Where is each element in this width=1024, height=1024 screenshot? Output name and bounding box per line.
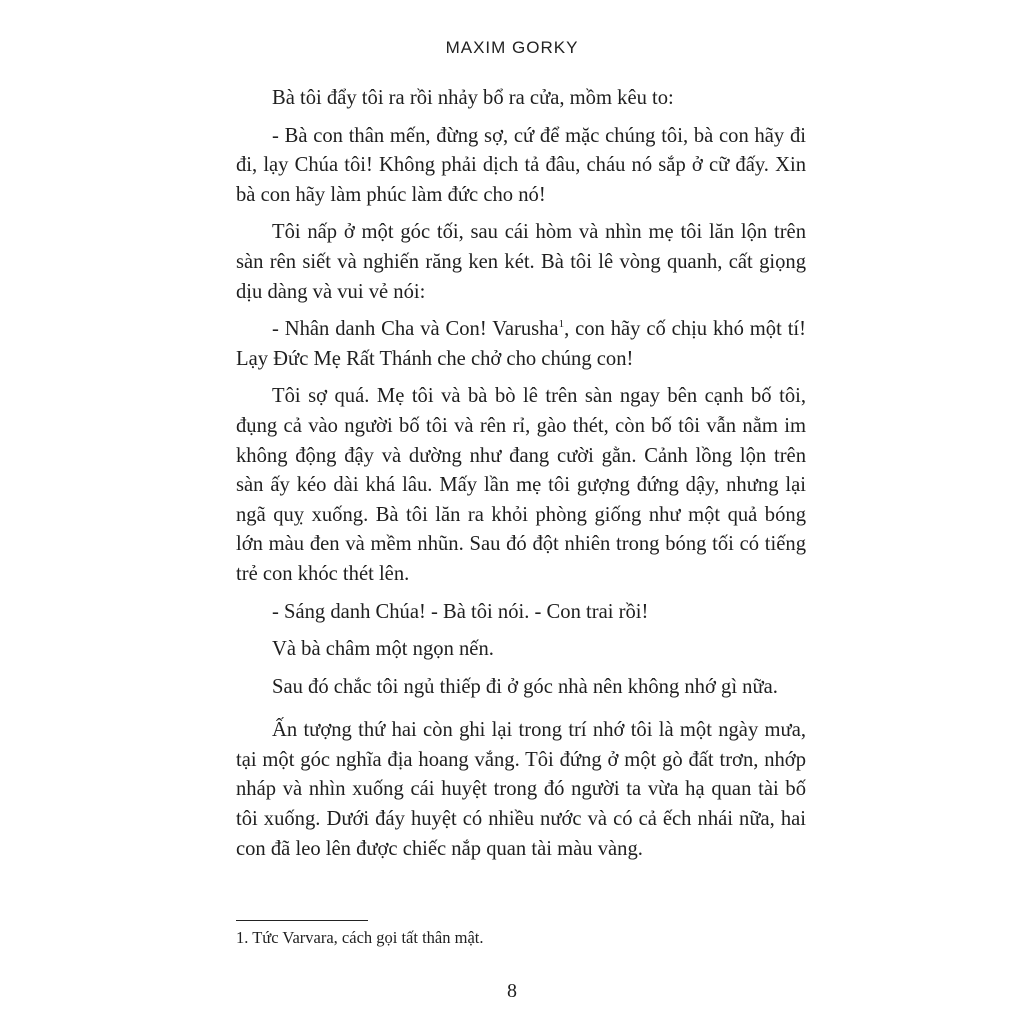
- paragraph: Bà tôi đẩy tôi ra rồi nhảy bổ ra cửa, mồm kêu to:: [272, 87, 674, 109]
- paragraph-text: - Nhân danh Cha và Con! Varusha: [272, 318, 559, 341]
- footnote-divider: [236, 920, 368, 921]
- paragraph: Và bà châm một ngọn nến.: [272, 638, 494, 661]
- paragraph: - Bà con thân mến, đừng sợ, cứ để mặc chúng tôi, bà con hãy đi đi, lạy Chúa tôi! Không phải dịch tả đâu, cháu nó sắp ở cữ đấy. Xin bà con hãy làm phúc làm đức cho nó!: [236, 124, 806, 206]
- paragraph: Ấn tượng thứ hai còn ghi lại trong trí nhớ tôi là một ngày mưa, tại một góc nghĩa địa hoang vắng. Tôi đứng ở một gò đất trơn, nhớp nháp và nhìn xuống cái huyệt trong đó người ta vừa hạ quan tài bố tôi xuống. Dưới đáy huyệt có nhiều nước và có cả ếch nhái nữa, hai con đã leo lên được chiếc nắp quan tài màu vàng.: [236, 719, 806, 860]
- paragraph: Tôi nấp ở một góc tối, sau cái hòm và nhìn mẹ tôi lăn lộn trên sàn rên siết và nghiến răng ken két. Bà tôi lê vòng quanh, cất giọng dịu dàng và vui vẻ nói:: [236, 221, 806, 303]
- footnote: 1. Tức Varvara, cách gọi tất thân mật.: [236, 928, 484, 947]
- footnote-reference: 1: [558, 318, 565, 331]
- paragraph: Sau đó chắc tôi ngủ thiếp đi ở góc nhà nên không nhớ gì nữa.: [272, 675, 778, 698]
- page-number: 8: [507, 980, 517, 1002]
- paragraph-text: , con hãy cố chịu khó một tí! Lạy Đức Mẹ Rất Thánh che chở cho chúng con!: [236, 318, 806, 370]
- paragraph: Tôi sợ quá. Mẹ tôi và bà bò lê trên sàn ngay bên cạnh bố tôi, đụng cả vào người bố tôi và rên rỉ, gào thét, còn bố tôi vẫn nằm im không động đậy và dường như đang cười gằn. Cảnh lồng lộn trên sàn ấy kéo dài khá lâu. Mấy lần mẹ tôi gượng đứng dậy, nhưng lại ngã quỵ xuống. Bà tôi lăn ra khỏi phòng giống như một quả bóng lớn màu đen và mềm nhũn. Sau đó đột nhiên trong bóng tối có tiếng trẻ con khóc thét lên.: [236, 385, 806, 585]
- page-body: [236, 84, 806, 864]
- paragraph-with-note: [236, 315, 806, 374]
- running-header: MAXIM GORKY: [445, 38, 579, 57]
- paragraph: - Sáng danh Chúa! - Bà tôi nói. - Con trai rồi!: [272, 600, 649, 623]
